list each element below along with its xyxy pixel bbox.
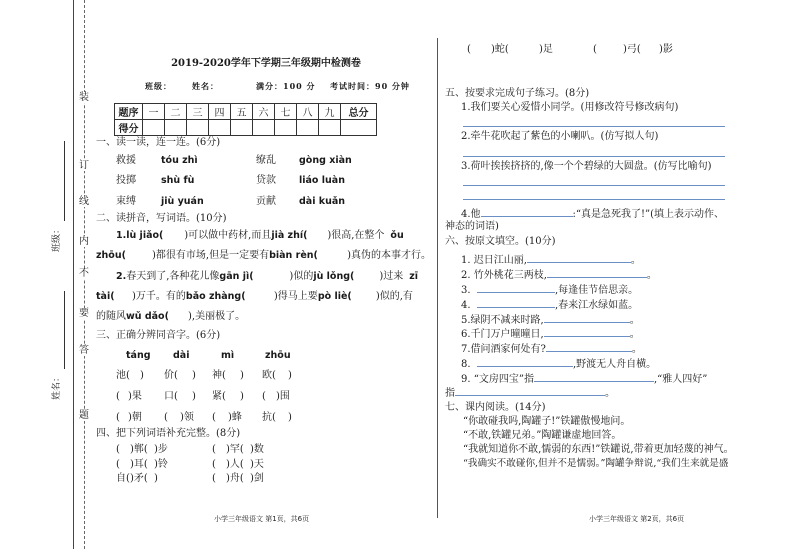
- s1-pinyin: gòng xiàn: [299, 155, 352, 166]
- s2-pinyin[interactable]: jià zhí(: [271, 230, 308, 241]
- s3-text: (: [116, 412, 120, 423]
- s5-answer-line[interactable]: [463, 199, 725, 200]
- s4-blank[interactable]: )耳(: [130, 459, 148, 470]
- section-7-heading: 七、课内阅读。(14分): [445, 402, 546, 413]
- s2-pinyin[interactable]: lù jiǎo(: [126, 230, 164, 241]
- score-header-cell: 五: [231, 104, 253, 120]
- s2-pinyin: ǒu: [390, 230, 404, 241]
- section-3-heading: 三、正确分辨同音字。(6分): [96, 330, 221, 341]
- s1-pinyin: tóu zhì: [161, 155, 198, 166]
- full-score: 满分：100 分: [256, 81, 316, 91]
- s6-q9-mid: ,“雅人四好”: [653, 374, 708, 385]
- s4-text: (: [116, 444, 120, 455]
- s2-line: [96, 310, 245, 324]
- s6-item: [461, 341, 642, 357]
- s6-pre: 5.绿阴不减来时路,: [461, 315, 544, 326]
- score-header-cell: 总分: [341, 104, 377, 120]
- binding-class-line: [64, 141, 65, 221]
- r-blank[interactable]: )足: [539, 44, 553, 55]
- s6-blank[interactable]: [534, 371, 654, 382]
- s6-pre: 1. 迟日江山丽,: [461, 255, 527, 266]
- score-header-cell: 二: [165, 104, 187, 120]
- s5-q4-start: 4.他: [461, 209, 481, 220]
- binding-class-label: 班级：: [52, 224, 63, 253]
- s6-post: 。: [646, 270, 657, 281]
- s3-text: 欧(: [262, 370, 276, 381]
- s2-line: [116, 270, 418, 284]
- s2-text: ),美丽极了。: [188, 311, 246, 322]
- s7-paragraph: “我确实不敢碰你,但并不是懦弱。”陶罐争辩说,“我们生来就是盛: [463, 458, 729, 469]
- s5-q1: 1.我们要关心爱惜小同学。(用修改符号修改病句): [461, 102, 679, 113]
- s6-q9-label: 指: [445, 388, 455, 399]
- r-text: (: [467, 44, 471, 55]
- s3-row: [116, 390, 290, 404]
- s3-text: 价(: [164, 370, 178, 381]
- s4-text: (: [212, 459, 216, 470]
- score-header-cell: 七: [275, 104, 297, 120]
- s3-blank[interactable]: )围: [276, 391, 290, 402]
- s6-post: ,野渡无人舟自横。: [573, 359, 657, 370]
- r-top-row: [467, 43, 673, 57]
- s2-pinyin[interactable]: zhōu(: [96, 250, 126, 261]
- score-header-cell: 六: [253, 104, 275, 120]
- score-table-score-row: [115, 120, 377, 136]
- score-header-cell: 一: [143, 104, 165, 120]
- s2-pinyin[interactable]: gān jì(: [219, 271, 254, 282]
- s6-pre: 7.借问酒家何处有?: [461, 344, 546, 355]
- s4-text: 自(: [116, 473, 130, 484]
- right-page: [445, 0, 794, 549]
- s2-line: [116, 229, 404, 243]
- s1-word: 束缚: [116, 196, 136, 207]
- s6-pre: 4.: [461, 300, 471, 311]
- s6-pre: 8.: [461, 359, 471, 370]
- r-blank[interactable]: )蛇(: [491, 44, 509, 55]
- s2-text: )万千。有的: [132, 291, 186, 302]
- s4-blank[interactable]: )剑: [250, 473, 264, 484]
- s2-pinyin: zī: [409, 271, 419, 282]
- s6-post: ,春来江水绿如蓝。: [555, 300, 639, 311]
- score-cell[interactable]: [319, 120, 341, 136]
- s1-row: [116, 195, 345, 209]
- seal-char: 内: [79, 236, 89, 247]
- seal-char: 装: [79, 92, 89, 103]
- s1-pinyin: dài kuǎn: [299, 196, 346, 207]
- s7-paragraph: “不敢,铁罐兄弟。”陶罐谦虚地回答。: [463, 430, 622, 441]
- s3-pinyin: mì: [221, 350, 235, 361]
- s6-blank[interactable]: [544, 312, 630, 323]
- s3-blank[interactable]: )领: [180, 412, 194, 423]
- s6-post: 。: [631, 344, 642, 355]
- s6-q9-end: 。: [605, 388, 615, 399]
- s3-text: 池(: [116, 370, 130, 381]
- s2-text: 春天到了,各种花儿像: [126, 271, 220, 282]
- seal-char: 题: [79, 410, 89, 421]
- binding-name-line: [64, 291, 65, 369]
- page-footer: 小学三年级语文 第1页，共6页: [214, 515, 310, 523]
- s2-number: 2.: [116, 271, 127, 282]
- s2-pinyin[interactable]: wǔ dǎo(: [126, 311, 169, 322]
- s6-blank[interactable]: [547, 267, 647, 278]
- s4-blank[interactable]: )罕(: [226, 444, 244, 455]
- s2-pinyin[interactable]: biàn rèn(: [269, 250, 318, 261]
- section-6-heading: 六、按原文填空。(10分): [445, 236, 556, 247]
- s2-text: )得马上要: [273, 291, 318, 302]
- r-text: (: [593, 44, 597, 55]
- exam-time: 考试时间：90 分钟: [330, 81, 410, 91]
- s5-answer-line[interactable]: [463, 185, 725, 186]
- s6-item: [461, 356, 656, 372]
- page-divider: [437, 38, 438, 518]
- score-header-cell: 九: [319, 104, 341, 120]
- s6-blank[interactable]: [477, 282, 555, 293]
- s4-blank[interactable]: )数: [250, 444, 264, 455]
- binding-margin: [0, 0, 96, 549]
- s3-text: (: [116, 391, 120, 402]
- s6-q9-cont: [445, 385, 615, 401]
- exam-title: 2019-2020学年下学期三年级期中检测卷: [171, 58, 361, 69]
- s2-line: [96, 249, 431, 263]
- s6-pre: 3.: [461, 285, 471, 296]
- s4-blank[interactable]: )步: [154, 444, 168, 455]
- s3-pinyin: táng: [126, 350, 151, 361]
- s3-pinyin-row: [126, 349, 291, 363]
- score-header-cell: 题序: [115, 104, 143, 120]
- s3-text: (: [212, 412, 216, 423]
- s7-paragraph: “我就知道你不敢,懦弱的东西!”铁罐说,带着更加轻蔑的神气。: [463, 444, 734, 455]
- s2-text: 的随风: [96, 311, 126, 322]
- s3-text: 口(: [164, 391, 178, 402]
- score-cell[interactable]: [253, 120, 275, 136]
- s5-q4-end: :“真是急死我了!”(填上表示动作、: [572, 209, 725, 220]
- s6-post: 。: [629, 329, 640, 340]
- score-cell[interactable]: [143, 120, 165, 136]
- score-header-cell: 八: [297, 104, 319, 120]
- s5-q3: 3.荷叶挨挨挤挤的,像一个个碧绿的大圆盘。(仿写比喻句): [461, 161, 712, 172]
- score-cell[interactable]: [231, 120, 253, 136]
- s2-pinyin[interactable]: jù lǒng(: [313, 271, 355, 282]
- s3-blank[interactable]: ): [288, 412, 292, 423]
- s5-q4-cont: 神态的词语): [445, 221, 499, 232]
- s4-blank[interactable]: )天: [250, 459, 264, 470]
- s6-blank[interactable]: [527, 252, 631, 263]
- s1-word: 贷款: [256, 175, 276, 186]
- score-cell[interactable]: [341, 120, 377, 136]
- s3-blank[interactable]: ): [192, 391, 196, 402]
- s2-text: )似的,有: [375, 291, 413, 302]
- s6-item: [461, 252, 641, 268]
- s1-word: 救援: [116, 155, 136, 166]
- s3-text: (: [164, 412, 168, 423]
- s3-blank[interactable]: )蜂: [228, 412, 242, 423]
- score-row-label: 得分: [115, 120, 143, 136]
- s5-q4-blank[interactable]: [481, 206, 573, 217]
- s6-blank[interactable]: [477, 356, 573, 367]
- s4-blank[interactable]: )郸(: [130, 444, 148, 455]
- s3-pinyin: zhōu: [265, 350, 291, 361]
- s6-pre: 6.千门万户曈曈日,: [461, 329, 544, 340]
- s3-row: [116, 369, 292, 383]
- s7-paragraph: “你敢碰我吗,陶罐子!”铁罐傲慢地问。: [463, 416, 631, 427]
- section-4-heading: 四、把下列词语补充完整。(8分): [96, 428, 241, 439]
- s3-blank[interactable]: ): [288, 370, 292, 381]
- score-cell[interactable]: [209, 120, 231, 136]
- s4-text: (: [116, 459, 120, 470]
- s3-text: 神(: [212, 370, 226, 381]
- s3-blank[interactable]: ): [192, 370, 196, 381]
- s1-word: 贡献: [256, 196, 276, 207]
- score-table-header-row: [115, 104, 377, 120]
- s6-item: [461, 282, 638, 298]
- s6-q9-start: 9. “文房四宝”指: [461, 374, 534, 385]
- seal-char: 订: [79, 160, 89, 171]
- class-label: 班级：: [145, 81, 172, 91]
- section-2-heading: 二、读拼音，写词语。(10分): [96, 213, 227, 224]
- s1-row: [116, 174, 345, 188]
- s3-pinyin: dài: [173, 350, 190, 361]
- name-label: 姓名：: [192, 81, 219, 91]
- s1-row: [116, 154, 352, 168]
- s5-answer-line[interactable]: [463, 126, 725, 127]
- s6-item: [461, 297, 638, 313]
- s3-blank[interactable]: )朝: [128, 412, 142, 423]
- score-header-cell: 三: [187, 104, 209, 120]
- s5-q4: [461, 206, 724, 222]
- s4-blank[interactable]: )舟(: [226, 473, 244, 484]
- left-page: [96, 0, 436, 549]
- s4-text: (: [212, 444, 216, 455]
- seal-char: 答: [79, 345, 89, 356]
- s2-text: )可以做中药材,而且: [184, 230, 272, 241]
- s1-pinyin: jiù yuán: [161, 196, 204, 207]
- s6-post: ,每逢佳节倍思亲。: [555, 285, 639, 296]
- section-1-heading: 一、读一读，连一连。(6分): [96, 137, 221, 148]
- s2-text: )很高,在整个: [327, 230, 385, 241]
- s4-blank[interactable]: ): [154, 473, 158, 484]
- s2-text: )真伪的本事才行。: [347, 250, 431, 261]
- r-blank[interactable]: )弓(: [623, 44, 641, 55]
- s4-row: [116, 443, 264, 457]
- score-cell[interactable]: [275, 120, 297, 136]
- score-header-cell: 四: [209, 104, 231, 120]
- s3-text: 紧(: [212, 391, 226, 402]
- s2-number: 1.: [116, 230, 127, 241]
- s4-blank[interactable]: )人(: [226, 459, 244, 470]
- s4-row: [116, 472, 264, 486]
- s3-blank[interactable]: )果: [128, 391, 142, 402]
- s3-blank[interactable]: ): [240, 391, 244, 402]
- s2-text: )过来: [379, 271, 404, 282]
- s3-blank[interactable]: ): [240, 370, 244, 381]
- s4-text: (: [212, 473, 216, 484]
- score-cell[interactable]: [165, 120, 187, 136]
- s2-text: )都很有市场,但是一定要有: [152, 250, 270, 261]
- s2-line: [96, 290, 413, 304]
- s3-blank[interactable]: ): [140, 370, 144, 381]
- page-footer: 小学三年级语文 第2页，共6页: [589, 515, 685, 523]
- s4-blank[interactable]: )矛(: [130, 473, 148, 484]
- s1-word: 缭乱: [256, 155, 276, 166]
- score-cell[interactable]: [297, 120, 319, 136]
- s5-answer-line[interactable]: [463, 156, 725, 157]
- s6-blank[interactable]: [455, 385, 605, 396]
- s6-item: [461, 267, 657, 283]
- binding-name-label: 姓名：: [52, 372, 63, 401]
- s3-text: (: [262, 391, 266, 402]
- seal-char: 不: [79, 268, 89, 279]
- s6-pre: 2. 竹外桃花三两枝,: [461, 270, 547, 281]
- r-blank[interactable]: )影: [659, 44, 673, 55]
- section-5-heading: 五、按要求完成句子练习。(8分): [445, 88, 590, 99]
- s6-item: [461, 326, 640, 342]
- s2-pinyin[interactable]: bǎo zhàng(: [185, 291, 246, 302]
- s2-text: )似的: [289, 271, 314, 282]
- s2-pinyin[interactable]: pò liè(: [317, 291, 352, 302]
- s6-post: 。: [630, 255, 641, 266]
- binding-solid-line: [73, 0, 74, 549]
- s6-blank[interactable]: [544, 326, 630, 337]
- s1-pinyin: shù fù: [161, 175, 195, 186]
- s1-pinyin: liáo luàn: [299, 175, 345, 186]
- score-cell[interactable]: [187, 120, 209, 136]
- s3-row: [116, 411, 292, 425]
- s5-q2: 2.牵牛花吹起了紫色的小喇叭。(仿写拟人句): [461, 131, 659, 142]
- s6-blank[interactable]: [477, 297, 555, 308]
- s3-text: 抗(: [262, 412, 276, 423]
- s1-word: 投掷: [116, 175, 136, 186]
- seal-char: 要: [79, 308, 89, 319]
- s4-blank[interactable]: )铃: [154, 459, 168, 470]
- s6-post: 。: [629, 315, 640, 326]
- s6-blank[interactable]: [546, 341, 632, 352]
- s2-pinyin[interactable]: tài(: [96, 291, 115, 302]
- score-table: [114, 103, 377, 136]
- seal-char: 线: [79, 196, 89, 207]
- s4-row: [116, 458, 264, 472]
